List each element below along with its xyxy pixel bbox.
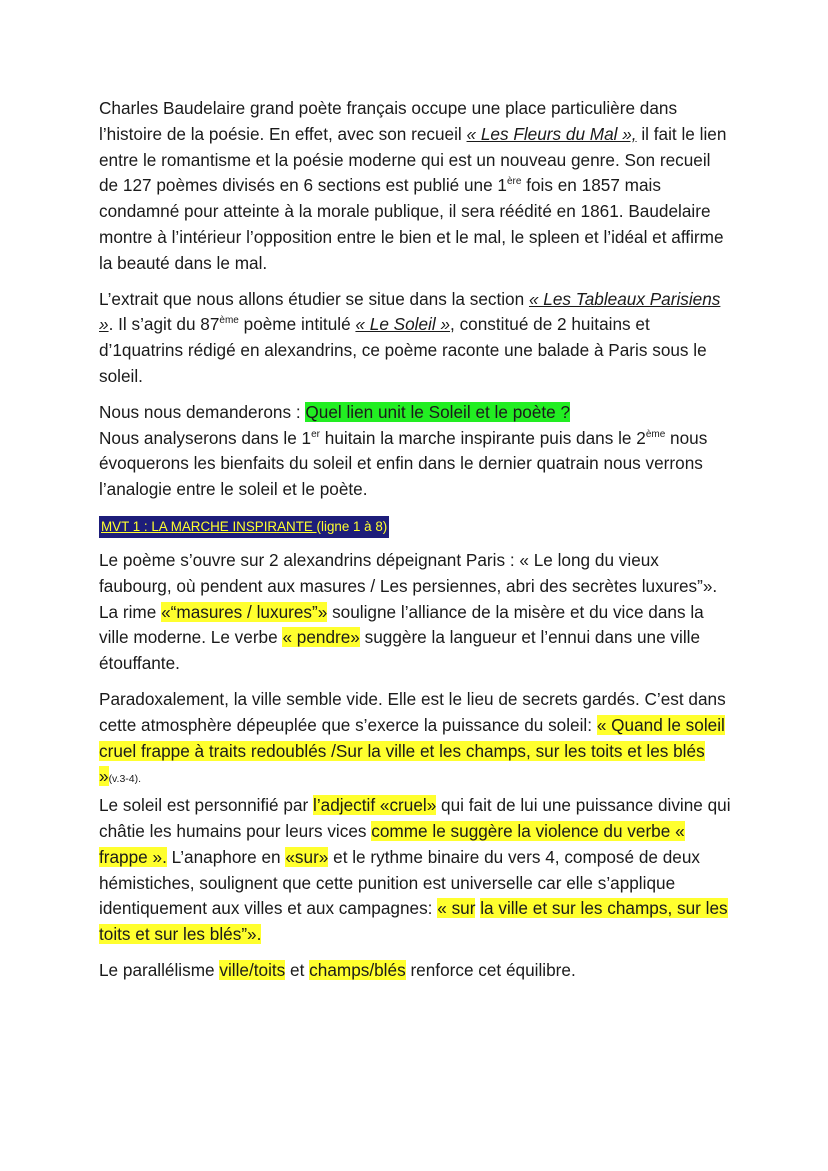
book-title: « Les Fleurs du Mal », — [466, 123, 637, 144]
highlight: «sur» — [285, 846, 329, 867]
analysis-paragraph — [99, 548, 732, 677]
heading-main: MVT 1 : LA MARCHE INSPIRANTE — [101, 518, 317, 534]
superscript: ère — [507, 176, 522, 188]
highlight: champs/blés — [309, 959, 406, 980]
highlight: « Quand le soleil cruel frappe à traits redoublés /Sur la ville et les champs, sur les toits et les blés » — [99, 714, 725, 787]
verse-reference: (v.3-4). — [108, 773, 142, 786]
text: fois en 1857 mais condamné pour atteinte à la morale publique, il sera réédité en 1861. Baudelaire montre à l’intérieur l’opposition entre le bien et le mal, le spleen et l’idéal et affirme la beauté dans le mal. — [99, 175, 724, 273]
text: Le soleil est personnifié par — [99, 795, 314, 816]
text: Charles Baudelaire grand poète français occupe une place particulière dans l’histoire de la poésie. En effet, avec son recueil — [99, 98, 678, 144]
analysis-paragraph — [99, 687, 732, 793]
text: souligne l’alliance de la misère et du vice dans la ville moderne. Le verbe — [99, 601, 704, 648]
text: il fait le lien entre le romantisme et la poésie moderne qui est un nouveau genre. Son recueil de 127 poèmes divisés en 6 sections est publié une 1 — [99, 123, 727, 196]
text: suggère la langueur et l’ennui dans une ville étouffante. — [99, 627, 701, 674]
section-title: « Les Tableaux Parisiens » — [99, 288, 721, 335]
highlight: l’adjectif «cruel» — [313, 795, 437, 816]
highlight: la ville et sur les champs, sur les toits et sur les blés”». — [99, 898, 728, 945]
highlight: comme le suggère la violence du verbe « frappe ». — [99, 820, 685, 867]
text: qui fait de lui une puissance divine qui châtie les humains pour leurs vices — [99, 795, 731, 841]
highlight: «“masures / luxures”» — [161, 601, 328, 622]
highlight: « pendre» — [282, 627, 360, 648]
text: Nous nous demanderons : — [99, 401, 306, 422]
text: nous évoquerons les bienfaits du soleil et enfin dans le dernier quatrain nous verrons l’analogie entre le soleil et le poète. — [99, 427, 708, 500]
problematic-line — [99, 400, 732, 426]
text: et — [285, 959, 310, 980]
text: huitain la marche inspirante puis dans le 2 — [320, 427, 646, 448]
superscript: ème — [645, 428, 666, 440]
text: Paradoxalement, la ville semble vide. Elle est le lieu de secrets gardés. C’est dans cette atmosphère dépeuplée que s’exerce la puissance du soleil: — [99, 688, 726, 735]
analysis-paragraph — [99, 793, 732, 948]
highlight: « sur — [437, 898, 476, 919]
text: , constitué de 2 huitains et d’1quatrins rédigé en alexandrins, ce poème raconte une balade à Paris sous le soleil. — [99, 314, 707, 386]
text: . Il s’agit du 87 — [108, 314, 220, 335]
analysis-paragraph — [99, 958, 732, 984]
text: poème intitulé — [238, 314, 356, 335]
highlight: ville/toits — [219, 959, 286, 980]
superscript: er — [311, 428, 321, 440]
superscript: ème — [219, 315, 239, 327]
text: Nous analyserons dans le 1 — [99, 427, 312, 448]
section-heading — [99, 516, 389, 538]
intro-paragraph — [99, 96, 732, 277]
text: renforce cet équilibre. — [405, 959, 576, 980]
problematic-question: Quel lien unit le Soleil et le poète ? — [305, 401, 571, 422]
text: et le rythme binaire du vers 4, composé de deux hémistiches, soulignent que cette punition est universelle car elle s’applique identiquement aux villes et aux campagnes: — [99, 846, 700, 919]
plan-paragraph — [99, 426, 732, 503]
extract-paragraph — [99, 287, 732, 390]
text: L’extrait que nous allons étudier se situe dans la section — [99, 288, 529, 309]
heading-range: (ligne 1 à 8) — [316, 518, 388, 534]
text: Le poème s’ouvre sur 2 alexandrins dépeignant Paris : « Le long du vieux faubourg, où pendent aux masures / Les persiennes, abri des secrètes luxures”». La rime — [99, 549, 718, 622]
text: L’anaphore en — [166, 846, 286, 867]
text: Le parallélisme — [99, 959, 220, 980]
poem-title: « Le Soleil » — [355, 314, 451, 335]
